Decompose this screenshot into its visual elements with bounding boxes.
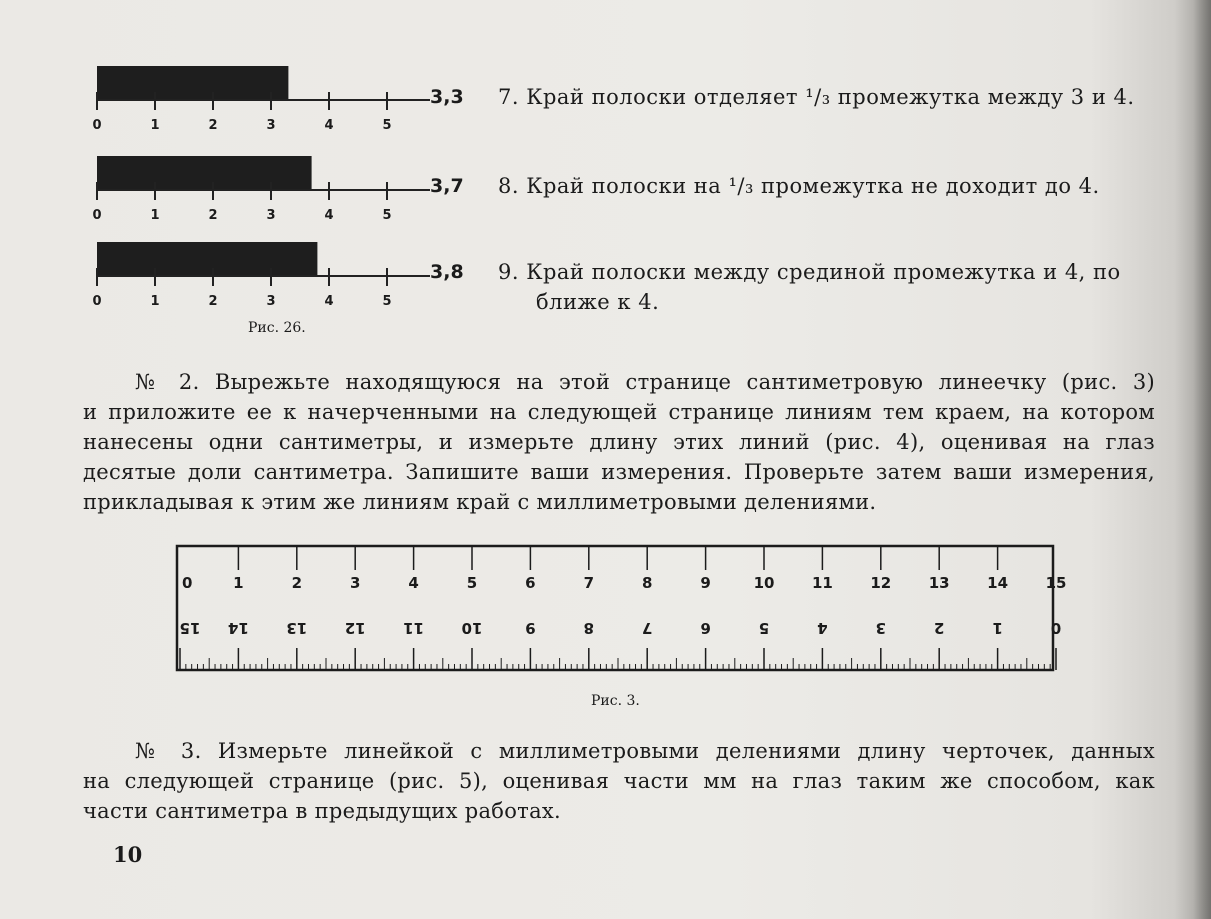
cm-number: 4 <box>408 574 419 592</box>
tick-label: 5 <box>382 208 392 223</box>
task-2-line: прикладывая к этим же линиям край с миллиметровыми делениями. <box>83 490 877 514</box>
item-9-text-continued: ближе к 4. <box>536 290 660 314</box>
inverted-cm-number: 3 <box>875 619 887 637</box>
task-2-line: нанесены одни сантиметры, и измерьте длину этих линий (рис. 4), оценивая на глаз <box>83 430 1155 454</box>
inverted-cm-number: 15 <box>179 619 201 637</box>
tick-label: 2 <box>208 208 218 223</box>
tick-label: 1 <box>150 208 160 223</box>
tick-label: 1 <box>150 118 160 133</box>
inverted-cm-number: 9 <box>525 619 536 637</box>
inverted-cm-number: 1 <box>992 619 1003 637</box>
cm-number: 12 <box>870 574 892 592</box>
inverted-cm-number: 4 <box>817 619 828 637</box>
inverted-cm-number: 11 <box>403 619 425 637</box>
cm-number: 10 <box>753 574 775 592</box>
centimeter-ruler <box>174 544 1067 674</box>
ruler-border <box>177 546 1053 670</box>
task-2-line: № 2. Вырежьте находящуюся на этой странице сантиметровую линеечку (рис. 3) <box>135 370 1155 394</box>
tick-label: 2 <box>208 294 218 309</box>
inverted-cm-number: 12 <box>344 619 366 637</box>
task-3-line: части сантиметра в предыдущих работах. <box>83 799 562 823</box>
tick-label: 4 <box>324 208 334 223</box>
tick-label: 3 <box>266 208 276 223</box>
bar-scale-graphic <box>94 60 434 132</box>
bar-scale <box>94 150 434 226</box>
tick-label: 1 <box>150 294 160 309</box>
task-3-line: на следующей странице (рис. 5), оценивая части мм на глаз таким же способом, как <box>83 769 1155 793</box>
bar-scale <box>94 60 434 136</box>
page-number: 10 <box>113 842 143 867</box>
bar-scale <box>94 236 434 312</box>
tick-label: 4 <box>324 294 334 309</box>
bar-scale-graphic <box>94 150 434 222</box>
cm-number: 7 <box>583 574 595 592</box>
tick-label: 2 <box>208 118 218 133</box>
page-edge-shadow <box>1193 0 1211 919</box>
tick-label: 0 <box>92 294 102 309</box>
bar <box>97 156 312 189</box>
task-2-line: десятые доли сантиметра. Запишите ваши измерения. Проверьте затем ваши измерения, <box>83 460 1155 484</box>
figure-3-caption: Рис. 3. <box>591 693 640 709</box>
tick-label: 5 <box>382 294 392 309</box>
inverted-cm-number: 10 <box>461 619 483 637</box>
cm-number: 5 <box>466 574 478 592</box>
task-3-paragraph <box>83 736 1155 826</box>
cm-number: 1 <box>233 574 244 592</box>
task-2-line: и приложите ее к начерченными на следующей странице линиям тем краем, на котором <box>83 400 1155 424</box>
task-3-line: № 3. Измерьте линейкой с миллиметровыми делениями длину черточек, данных <box>135 739 1155 763</box>
item-7-text: 7. Край полоски отделяет ¹/₃ промежутка между 3 и 4. <box>498 85 1135 109</box>
scale-reading: 3,3 <box>430 86 464 108</box>
cm-number: 11 <box>811 574 833 592</box>
item-8-text: 8. Край полоски на ¹/₃ промежутка не доходит до 4. <box>498 174 1100 198</box>
item-9-text: 9. Край полоски между срединой промежутка и 4, по <box>498 260 1121 284</box>
cm-number: 6 <box>525 574 536 592</box>
cm-number: 15 <box>1045 574 1067 592</box>
inverted-cm-number: 7 <box>641 619 653 637</box>
inverted-cm-number: 8 <box>583 619 595 637</box>
cm-number: 0 <box>182 574 193 592</box>
inverted-cm-number: 13 <box>286 619 308 637</box>
tick-label: 3 <box>266 294 276 309</box>
inverted-cm-number: 2 <box>933 619 945 637</box>
inverted-cm-number: 5 <box>758 619 770 637</box>
bar <box>97 66 288 99</box>
tick-label: 0 <box>92 208 102 223</box>
figure-2b-caption: Рис. 26. <box>248 320 306 336</box>
cm-number: 13 <box>928 574 950 592</box>
tick-label: 4 <box>324 118 334 133</box>
bar <box>97 242 317 275</box>
scale-reading: 3,7 <box>430 175 464 197</box>
inverted-cm-number: 6 <box>700 619 711 637</box>
tick-label: 3 <box>266 118 276 133</box>
tick-label: 5 <box>382 118 392 133</box>
scale-reading: 3,8 <box>430 261 464 283</box>
cm-number: 14 <box>987 574 1009 592</box>
task-2-paragraph <box>83 367 1155 517</box>
cm-number: 2 <box>291 574 303 592</box>
tick-label: 0 <box>92 118 102 133</box>
inverted-cm-number: 14 <box>227 619 249 637</box>
cm-number: 8 <box>641 574 653 592</box>
cm-number: 3 <box>349 574 361 592</box>
cm-number: 9 <box>700 574 711 592</box>
inverted-cm-number: 0 <box>1050 619 1062 637</box>
bar-scale-graphic <box>94 236 434 308</box>
